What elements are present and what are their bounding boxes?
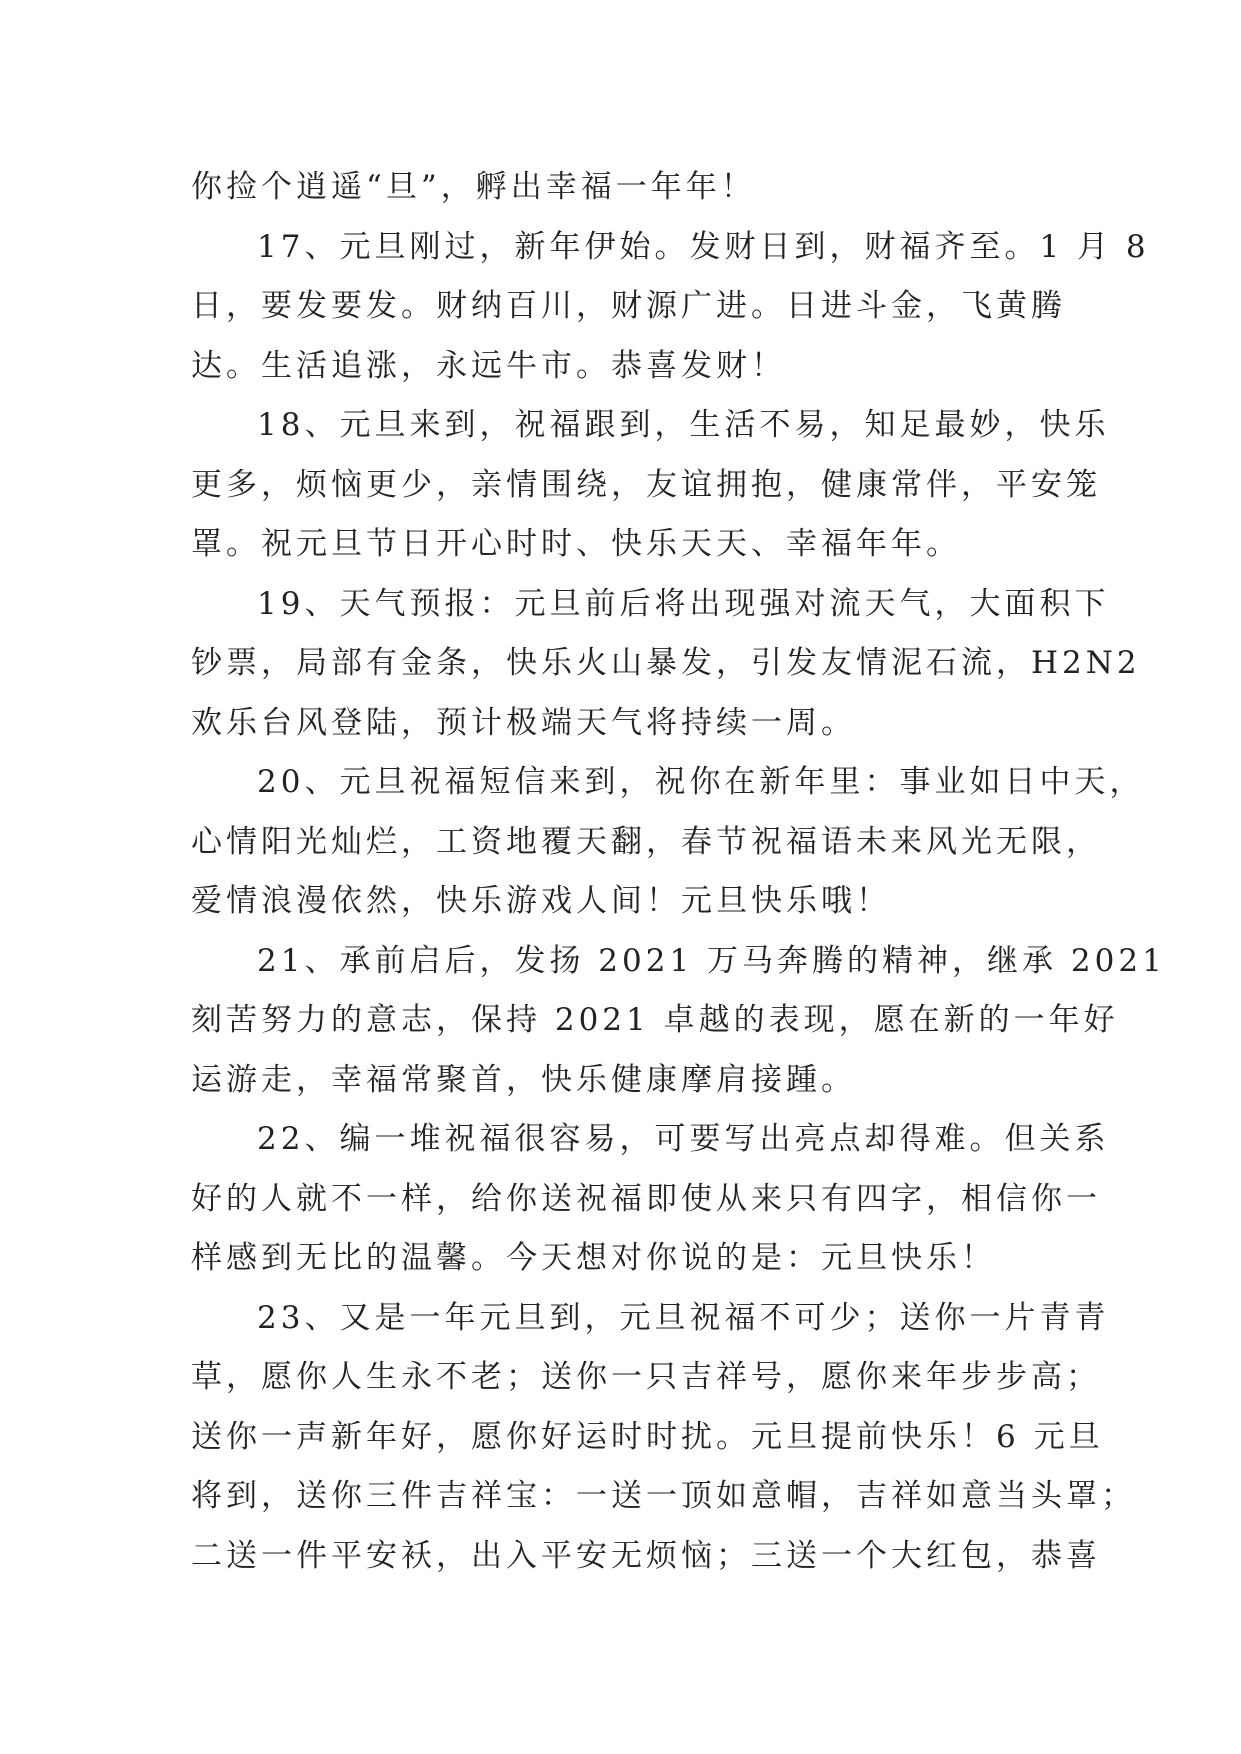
- paragraph-17-line-1: 17、元旦刚过，新年伊始。发财日到，财福齐至。1 月 8: [257, 228, 1150, 265]
- paragraph-23-line-4: 将到，送你三件吉祥宝：一送一顶如意帽，吉祥如意当头罩；: [191, 1478, 1136, 1514]
- paragraph-20-line-3: 爱情浪漫依然，快乐游戏人间！元旦快乐哦！: [191, 883, 891, 919]
- paragraph-22-line-3: 样感到无比的温馨。今天想对你说的是：元旦快乐！: [191, 1240, 996, 1276]
- paragraph-23-line-1: 23、又是一年元旦到，元旦祝福不可少；送你一片青青: [257, 1299, 1110, 1336]
- text-line: 你捡个逍遥“旦”，孵出幸福一年年！: [191, 169, 756, 205]
- paragraph-18-line-1: 18、元旦来到，祝福跟到，生活不易，知足最妙，快乐: [257, 407, 1110, 443]
- document-body: [191, 158, 1166, 1586]
- paragraph-19-line-2: 钞票，局部有金条，快乐火山暴发，引发友情泥石流，H2N2: [191, 645, 1141, 681]
- paragraph-23-line-5: 二送一件平安袄，出入平安无烦恼；三送一个大红包，恭喜: [191, 1537, 1101, 1574]
- paragraph-18-line-3: 罩。祝元旦节日开心时时、快乐天天、幸福年年。: [191, 526, 961, 562]
- paragraph-21-line-1: 21、承前启后，发扬 2021 万马奔腾的精神，继承 2021: [257, 942, 1166, 979]
- paragraph-17-line-3: 达。生活追涨，永远牛市。恭喜发财！: [191, 347, 786, 384]
- paragraph-23-line-3: 送你一声新年好，愿你好运时时扰。元旦提前快乐！6 元旦: [191, 1418, 1104, 1455]
- paragraph-21-line-2: 刻苦努力的意志，保持 2021 卓越的表现，愿在新的一年好: [191, 1002, 1119, 1038]
- paragraph-19-line-3: 欢乐台风登陆，预计极端天气将持续一周。: [191, 704, 856, 741]
- paragraph-17-line-2: 日，要发要发。财纳百川，财源广进。日进斗金，飞黄腾: [191, 288, 1066, 324]
- paragraph-21-line-3: 运游走，幸福常聚首，快乐健康摩肩接踵。: [191, 1061, 856, 1098]
- paragraph-22-line-2: 好的人就不一样，给你送祝福即使从来只有四字，相信你一: [191, 1180, 1101, 1217]
- paragraph-22-line-1: 22、编一堆祝福很容易，可要写出亮点却得难。但关系: [257, 1121, 1110, 1157]
- paragraph-20-line-1: 20、元旦祝福短信来到，祝你在新年里：事业如日中天，: [257, 764, 1145, 800]
- paragraph-20-line-2: 心情阳光灿烂，工资地覆天翻，春节祝福语未来风光无限，: [191, 823, 1101, 860]
- paragraph-19-line-1: 19、天气预报：元旦前后将出现强对流天气，大面积下: [257, 585, 1110, 622]
- paragraph-18-line-2: 更多，烦恼更少，亲情围绕，友谊拥抱，健康常伴，平安笼: [191, 466, 1101, 503]
- paragraph-23-line-2: 草，愿你人生永不老；送你一只吉祥号，愿你来年步步高；: [191, 1359, 1101, 1395]
